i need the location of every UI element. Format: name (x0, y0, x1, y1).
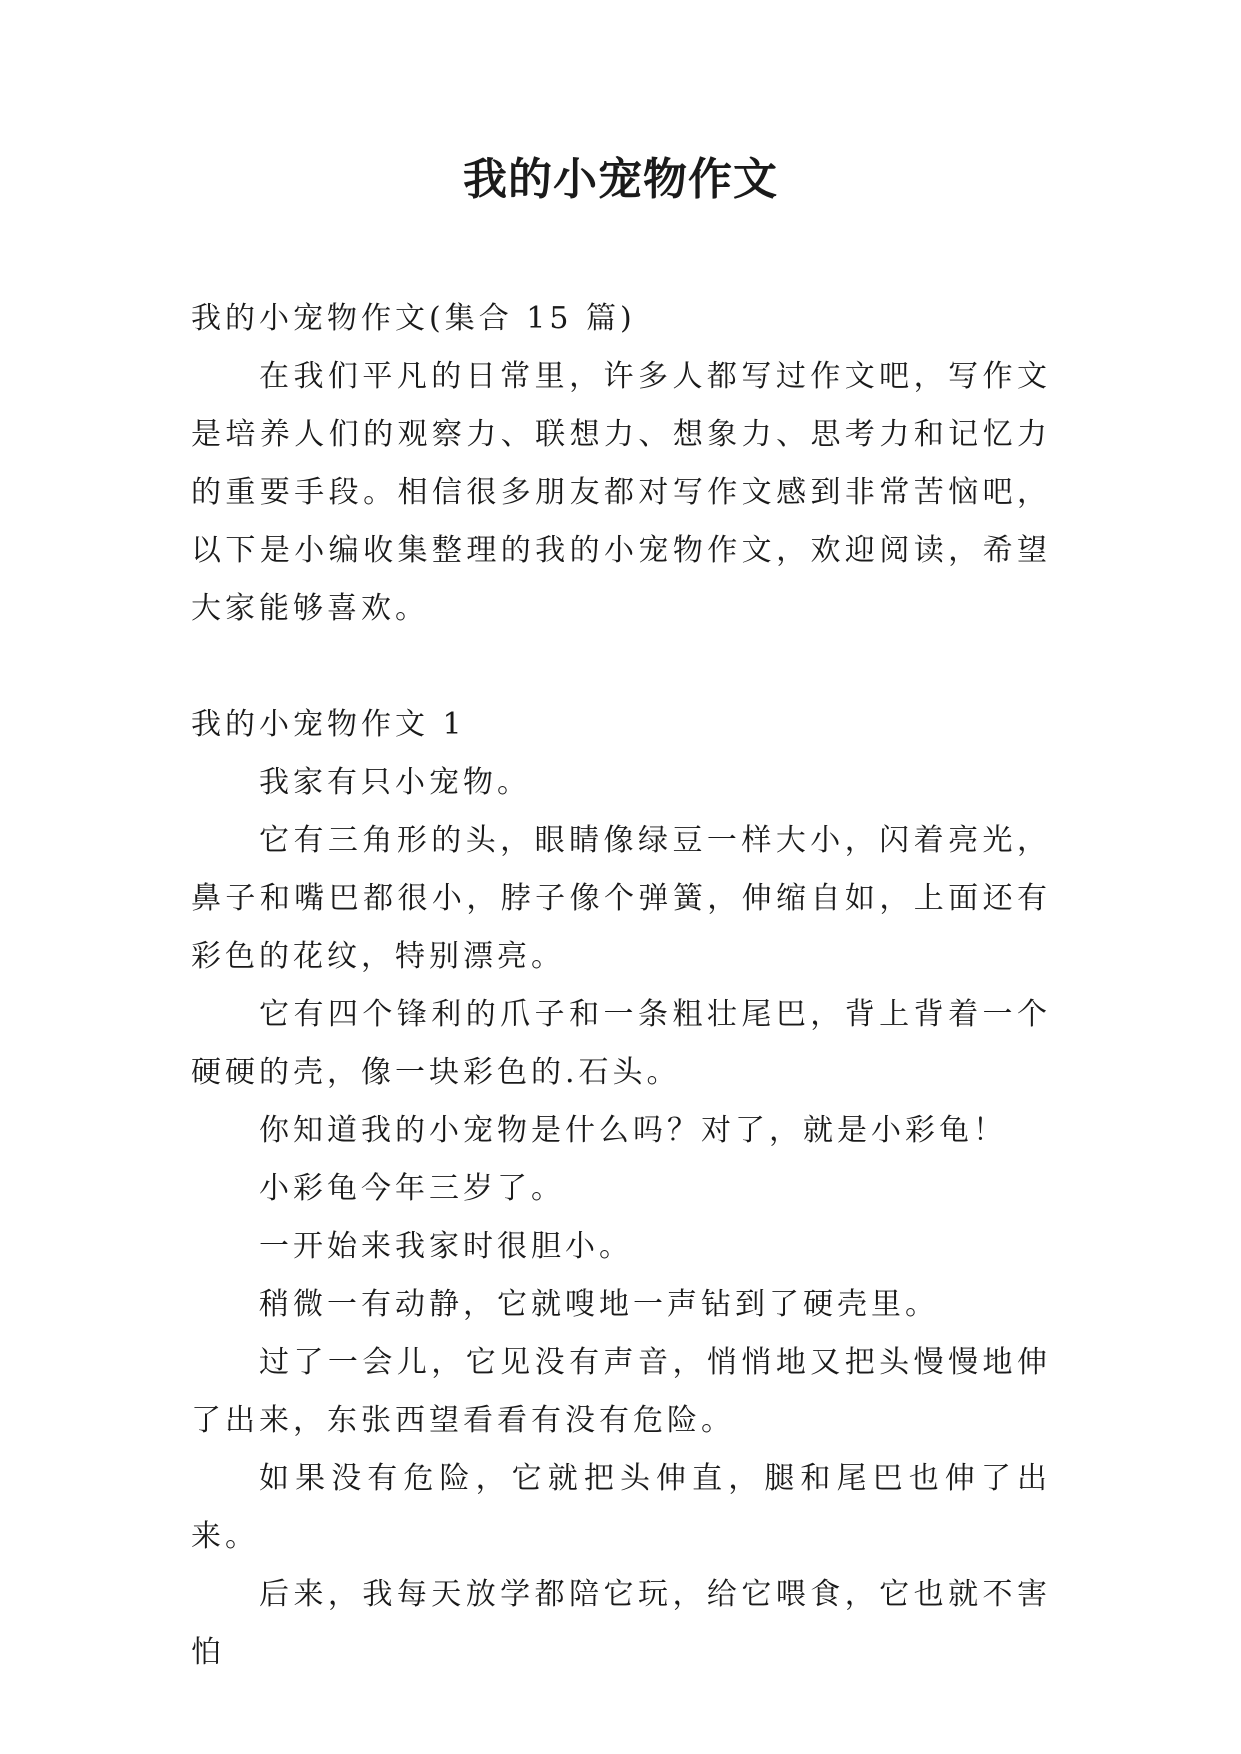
essay-paragraph: 稍微一有动静，它就嗖地一声钻到了硬壳里。 (259, 1287, 939, 1322)
essay-paragraph: 它有四个锋利的爪子和一条粗壮尾巴，背上背着一个硬硬的壳，像一块彩色的.石头。 (191, 997, 1051, 1090)
essay-paragraph: 我家有只小宠物。 (259, 765, 531, 800)
document-title: 我的小宠物作文 (463, 154, 778, 205)
essay-paragraph: 你知道我的小宠物是什么吗？对了，就是小彩龟！ (259, 1113, 1007, 1148)
intro-paragraph: 在我们平凡的日常里，许多人都写过作文吧，写作文是培养人们的观察力、联想力、想象力、思考力和记忆力的重要手段。相信很多朋友都对写作文感到非常苦恼吧，以下是小编收集整理的我的小宠物作文，欢迎阅读，希望大家能够喜欢。 (191, 359, 1051, 626)
essay-paragraph: 后来，我每天放学都陪它玩，给它喂食，它也就不害怕 (191, 1577, 1051, 1670)
essay-paragraph: 它有三角形的头，眼睛像绿豆一样大小，闪着亮光，鼻子和嘴巴都很小，脖子像个弹簧，伸缩自如，上面还有彩色的花纹，特别漂亮。 (191, 823, 1051, 974)
collection-subtitle: 我的小宠物作文(集合 15 篇) (191, 301, 636, 336)
essay-paragraph: 如果没有危险，它就把头伸直，腿和尾巴也伸了出来。 (191, 1461, 1051, 1554)
essay-paragraph: 一开始来我家时很胆小。 (259, 1229, 633, 1264)
document-body (191, 290, 1051, 1682)
essay-paragraph: 过了一会儿，它见没有声音，悄悄地又把头慢慢地伸了出来，东张西望看看有没有危险。 (191, 1345, 1051, 1438)
section-heading: 我的小宠物作文 1 (191, 707, 466, 742)
section-gap (191, 638, 1051, 696)
essay-paragraph: 小彩龟今年三岁了。 (259, 1171, 565, 1206)
